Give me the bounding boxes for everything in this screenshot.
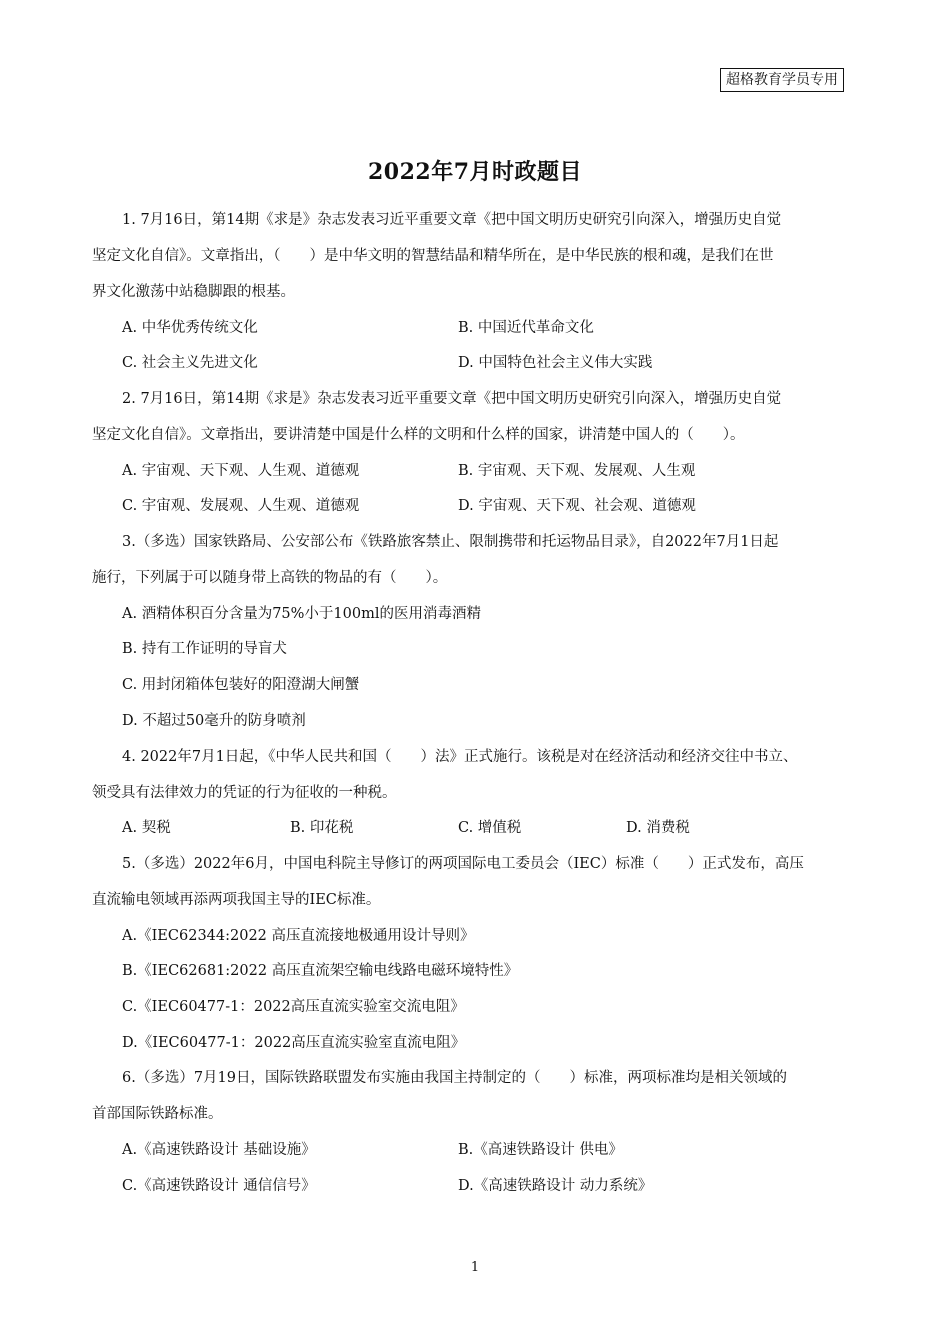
question-2-option-c: C. 宇宙观、发展观、人生观、道德观 — [122, 498, 360, 514]
question-4-line-2: 领受具有法律效力的凭证的行为征收的一种税。 — [92, 785, 397, 801]
question-1-line-2: 坚定文化自信》。文章指出，（ ）是中华文明的智慧结晶和精华所在，是中华民族的根和魂，是我们在世 — [92, 248, 774, 264]
question-1-option-d: D. 中国特色社会主义伟大实践 — [458, 355, 653, 371]
question-1-option-a: A. 中华优秀传统文化 — [122, 320, 258, 336]
question-6-option-d: D.《高速铁路设计 动力系统》 — [458, 1178, 653, 1194]
question-1-line-3: 界文化激荡中站稳脚跟的根基。 — [92, 284, 295, 300]
question-6-line-2: 首部国际铁路标准。 — [92, 1106, 223, 1122]
question-6-option-a: A.《高速铁路设计 基础设施》 — [122, 1142, 316, 1158]
question-3-option-b: B. 持有工作证明的导盲犬 — [122, 641, 287, 657]
question-5-option-d: D.《IEC60477-1：2022高压直流实验室直流电阻》 — [122, 1035, 466, 1051]
question-6-option-c: C.《高速铁路设计 通信信号》 — [122, 1178, 316, 1194]
question-5-option-c: C.《IEC60477-1：2022高压直流实验室交流电阻》 — [122, 999, 465, 1015]
question-3-option-d: D. 不超过50毫升的防身喷剂 — [122, 713, 306, 729]
question-5-line-1: 5.（多选）2022年6月，中国电科院主导修订的两项国际电工委员会（IEC）标准（ ）正式发布，高压 — [122, 856, 804, 872]
document-title: 2022年7月时政题目 — [367, 159, 583, 185]
question-6-line-1: 6.（多选）7月19日，国际铁路联盟发布实施由我国主持制定的（ ）标准，两项标准均是相关领域的 — [122, 1070, 788, 1086]
question-3-line-1: 3.（多选）国家铁路局、公安部公布《铁路旅客禁止、限制携带和托运物品目录》，自2022年7月1日起 — [122, 534, 779, 550]
question-3-option-a: A. 酒精体积百分含量为75%小于100ml的医用消毒酒精 — [122, 606, 481, 622]
question-4-line-1: 4. 2022年7月1日起，《中华人民共和国（ ）法》正式施行。该税是对在经济活动和经济交往中书立、 — [122, 749, 798, 765]
page-number: 1 — [470, 1260, 480, 1275]
question-3-line-2: 施行，下列属于可以随身带上高铁的物品的有（ ）。 — [92, 570, 448, 586]
question-2-option-a: A. 宇宙观、天下观、人生观、道德观 — [122, 463, 360, 479]
question-1-line-1: 1. 7月16日，第14期《求是》杂志发表习近平重要文章《把中国文明历史研究引向深入，增强历史自觉 — [122, 212, 782, 228]
question-2-line-2: 坚定文化自信》。文章指出，要讲清楚中国是什么样的文明和什么样的国家，讲清楚中国人的（ ）。 — [92, 427, 745, 443]
question-6-option-b: B.《高速铁路设计 供电》 — [458, 1142, 623, 1158]
question-5-option-a: A.《IEC62344:2022 高压直流接地极通用设计导则》 — [122, 928, 475, 944]
question-1-option-b: B. 中国近代革命文化 — [458, 320, 594, 336]
question-4-option-c: C. 增值税 — [458, 820, 522, 836]
student-only-badge: 超格教育学员专用 — [720, 68, 844, 92]
question-3-option-c: C. 用封闭箱体包装好的阳澄湖大闸蟹 — [122, 677, 360, 693]
question-4-option-b: B. 印花税 — [290, 820, 354, 836]
question-4-option-d: D. 消费税 — [626, 820, 690, 836]
question-1-option-c: C. 社会主义先进文化 — [122, 355, 258, 371]
question-2-line-1: 2. 7月16日，第14期《求是》杂志发表习近平重要文章《把中国文明历史研究引向深入，增强历史自觉 — [122, 391, 782, 407]
question-4-option-a: A. 契税 — [122, 820, 171, 836]
question-2-option-d: D. 宇宙观、天下观、社会观、道德观 — [458, 498, 696, 514]
question-5-line-2: 直流输电领域再添两项我国主导的IEC标准。 — [92, 892, 381, 908]
question-2-option-b: B. 宇宙观、天下观、发展观、人生观 — [458, 463, 696, 479]
question-5-option-b: B.《IEC62681:2022 高压直流架空输电线路电磁环境特性》 — [122, 963, 519, 979]
